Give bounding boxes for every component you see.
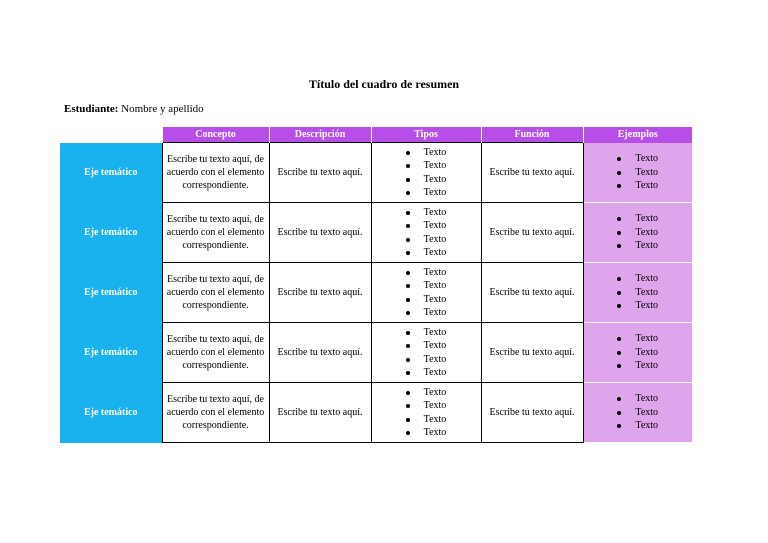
descripcion-cell: Escribe tu texto aquí.: [269, 203, 371, 263]
ejemplos-list: [617, 152, 658, 193]
ejemplos-list-item: Texto: [617, 286, 658, 300]
header-ejemplos: Ejemplos: [583, 127, 692, 143]
ejemplos-list-item: Texto: [617, 299, 658, 313]
descripcion-cell: Escribe tu texto aquí.: [269, 143, 371, 203]
ejemplos-list: [617, 332, 658, 373]
tipos-list: [406, 146, 447, 200]
eje-tematico-cell: Eje temático: [60, 203, 162, 263]
concepto-cell: Escribe tu texto aquí, de acuerdo con el elemento correspondiente.: [162, 263, 269, 323]
tipos-list-item: Texto: [406, 246, 447, 260]
tipos-list: [406, 206, 447, 260]
ejemplos-list-item: Texto: [617, 226, 658, 240]
header-tipos: Tipos: [371, 127, 481, 143]
ejemplos-list: [617, 212, 658, 253]
ejemplos-list-item: Texto: [617, 272, 658, 286]
concepto-cell: Escribe tu texto aquí, de acuerdo con el elemento correspondiente.: [162, 323, 269, 383]
header-blank: [60, 127, 162, 143]
tipos-list-item: Texto: [406, 159, 447, 173]
ejemplos-cell: [583, 203, 692, 263]
eje-tematico-cell: Eje temático: [60, 263, 162, 323]
table-row: [60, 203, 692, 263]
tipos-cell: [371, 143, 481, 203]
tipos-list-item: Texto: [406, 353, 447, 367]
tipos-cell: [371, 383, 481, 443]
tipos-list: [406, 386, 447, 440]
concepto-cell: Escribe tu texto aquí, de acuerdo con el elemento correspondiente.: [162, 203, 269, 263]
eje-tematico-cell: Eje temático: [60, 143, 162, 203]
tipos-list-item: Texto: [406, 173, 447, 187]
ejemplos-list-item: Texto: [617, 392, 658, 406]
eje-tematico-cell: Eje temático: [60, 383, 162, 443]
ejemplos-list-item: Texto: [617, 359, 658, 373]
tipos-list: [406, 326, 447, 380]
funcion-cell: Escribe tu texto aquí.: [481, 263, 583, 323]
ejemplos-cell: [583, 263, 692, 323]
header-descripcion: Descripción: [269, 127, 371, 143]
ejemplos-list: [617, 392, 658, 433]
ejemplos-cell: [583, 323, 692, 383]
tipos-list-item: Texto: [406, 206, 447, 220]
ejemplos-list-item: Texto: [617, 332, 658, 346]
descripcion-cell: Escribe tu texto aquí.: [269, 323, 371, 383]
ejemplos-list-item: Texto: [617, 406, 658, 420]
funcion-cell: Escribe tu texto aquí.: [481, 143, 583, 203]
ejemplos-list-item: Texto: [617, 346, 658, 360]
concepto-cell: Escribe tu texto aquí, de acuerdo con el elemento correspondiente.: [162, 383, 269, 443]
funcion-cell: Escribe tu texto aquí.: [481, 383, 583, 443]
ejemplos-list-item: Texto: [617, 239, 658, 253]
tipos-list-item: Texto: [406, 146, 447, 160]
tipos-list-item: Texto: [406, 339, 447, 353]
descripcion-cell: Escribe tu texto aquí.: [269, 383, 371, 443]
tipos-cell: [371, 263, 481, 323]
table-row: [60, 383, 692, 443]
funcion-cell: Escribe tu texto aquí.: [481, 203, 583, 263]
eje-tematico-cell: Eje temático: [60, 323, 162, 383]
ejemplos-list-item: Texto: [617, 179, 658, 193]
tipos-list-item: Texto: [406, 426, 447, 440]
ejemplos-list-item: Texto: [617, 166, 658, 180]
table-row: [60, 143, 692, 203]
ejemplos-cell: [583, 143, 692, 203]
tipos-list-item: Texto: [406, 399, 447, 413]
table-body: [60, 143, 692, 443]
tipos-list-item: Texto: [406, 186, 447, 200]
tipos-list-item: Texto: [406, 413, 447, 427]
tipos-list-item: Texto: [406, 219, 447, 233]
tipos-list: [406, 266, 447, 320]
table-row: [60, 263, 692, 323]
tipos-list-item: Texto: [406, 293, 447, 307]
tipos-list-item: Texto: [406, 366, 447, 380]
funcion-cell: Escribe tu texto aquí.: [481, 323, 583, 383]
ejemplos-list-item: Texto: [617, 419, 658, 433]
tipos-list-item: Texto: [406, 279, 447, 293]
ejemplos-list-item: Texto: [617, 212, 658, 226]
tipos-list-item: Texto: [406, 326, 447, 340]
header-funcion: Función: [481, 127, 583, 143]
tipos-list-item: Texto: [406, 386, 447, 400]
ejemplos-list-item: Texto: [617, 152, 658, 166]
descripcion-cell: Escribe tu texto aquí.: [269, 263, 371, 323]
ejemplos-cell: [583, 383, 692, 443]
student-label: Estudiante:: [64, 103, 119, 115]
header-row: [60, 127, 692, 143]
tipos-list-item: Texto: [406, 266, 447, 280]
tipos-list-item: Texto: [406, 306, 447, 320]
summary-table: [60, 127, 692, 443]
header-concepto: Concepto: [162, 127, 269, 143]
tipos-list-item: Texto: [406, 233, 447, 247]
ejemplos-list: [617, 272, 658, 313]
tipos-cell: [371, 203, 481, 263]
document-title: Título del cuadro de resumen: [308, 77, 460, 91]
student-name: Nombre y apellido: [121, 103, 204, 115]
student-line: [64, 103, 204, 115]
concepto-cell: Escribe tu texto aquí, de acuerdo con el elemento correspondiente.: [162, 143, 269, 203]
table-row: [60, 323, 692, 383]
tipos-cell: [371, 323, 481, 383]
